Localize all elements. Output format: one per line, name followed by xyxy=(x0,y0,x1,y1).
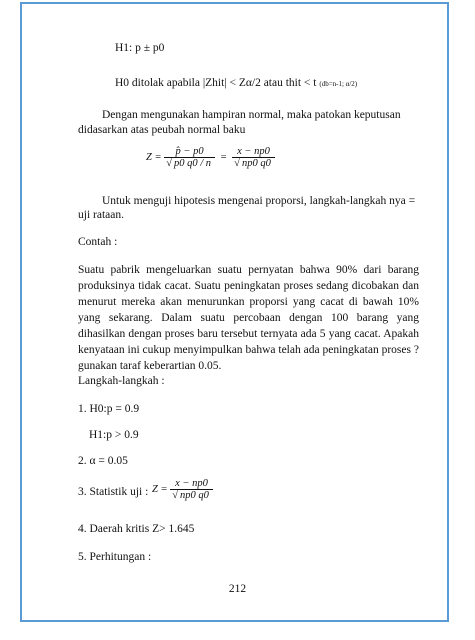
z-formula-proportion xyxy=(146,146,275,169)
hypothesis-h1-line xyxy=(115,41,164,56)
normal-intro-line-1: Dengan mengunakan hampiran normal, maka patokan keputusan xyxy=(102,109,401,121)
z-formula-count-numerator: x − np0 xyxy=(170,478,213,490)
z-formula-denominator-2: np0 q0 xyxy=(241,158,271,169)
hyp-test-line-1: Untuk menguji hipotesis mengenai proporsi, langkah-langkah nya = xyxy=(102,195,416,207)
step-5-computation: 5. Perhitungan : xyxy=(78,551,152,563)
h0-reject-line xyxy=(115,76,357,92)
z-formula-equals: = xyxy=(220,151,227,163)
h0-reject-text: H0 ditolak apabila |Zhit| < Zα/2 atau thit < t xyxy=(115,77,317,89)
example-paragraph: Suatu pabrik mengeluarkan suatu pernyatan bahwa 90% dari barang produksinya tidak cacat. Suatu peningkatan proses sedang dicobakan dan menurut mereka akan menurunkan proporsi yang cacat di bawah 10% yang sekarang. Dalam suatu percobaan dengan 100 barang yang dihasilkan dengan proses baru tersebut ternyata ada 5 yang cacat. Apakah kenyataan ini cukup menyimpulkan bahwa telah ada peningkatan proses ? gunakan taraf keberartian 0.05. xyxy=(78,264,419,372)
step-2-alpha: 2. α = 0.05 xyxy=(78,455,128,467)
h1-text: H1: p ± p0 xyxy=(115,42,165,54)
z-formula-lhs: Z = xyxy=(146,151,162,163)
step-3-label: 3. Statistik uji : xyxy=(78,486,149,498)
normal-intro-line-2: didasarkan atas peubah normal baku xyxy=(78,124,246,136)
z-formula-fraction-1 xyxy=(164,146,215,169)
z-formula-count-denominator-wrap: √ np0 q0 xyxy=(172,490,209,501)
step-1-h0: 1. H0:p = 0.9 xyxy=(78,403,140,415)
h0-reject-subscript: (db=n-1; α/2) xyxy=(319,80,358,88)
step-4-critical-region: 4. Daerah kritis Z> 1.645 xyxy=(78,523,195,535)
z-formula-count xyxy=(152,478,213,501)
step-1-h1: H1:p > 0.9 xyxy=(89,429,139,441)
z-formula-numerator-1: p̂ − p0 xyxy=(164,146,215,158)
example-heading: Contah : xyxy=(78,236,118,248)
z-formula-count-fraction xyxy=(170,478,213,501)
z-formula-count-lhs: Z = xyxy=(152,483,168,495)
z-formula-denominator-2-wrap: √ np0 q0 xyxy=(234,158,271,169)
z-formula-fraction-2 xyxy=(232,146,275,169)
z-formula-denominator-1: p0 q0 / n xyxy=(173,158,211,169)
steps-heading: Langkah-langkah : xyxy=(78,375,165,387)
z-formula-numerator-2: x − np0 xyxy=(232,146,275,158)
page-number: 212 xyxy=(228,583,247,595)
hyp-test-line-2: uji rataan. xyxy=(78,209,124,221)
z-formula-count-denominator: np0 q0 xyxy=(179,490,209,501)
z-formula-denominator-1-wrap: √ p0 q0 / n xyxy=(166,158,211,169)
